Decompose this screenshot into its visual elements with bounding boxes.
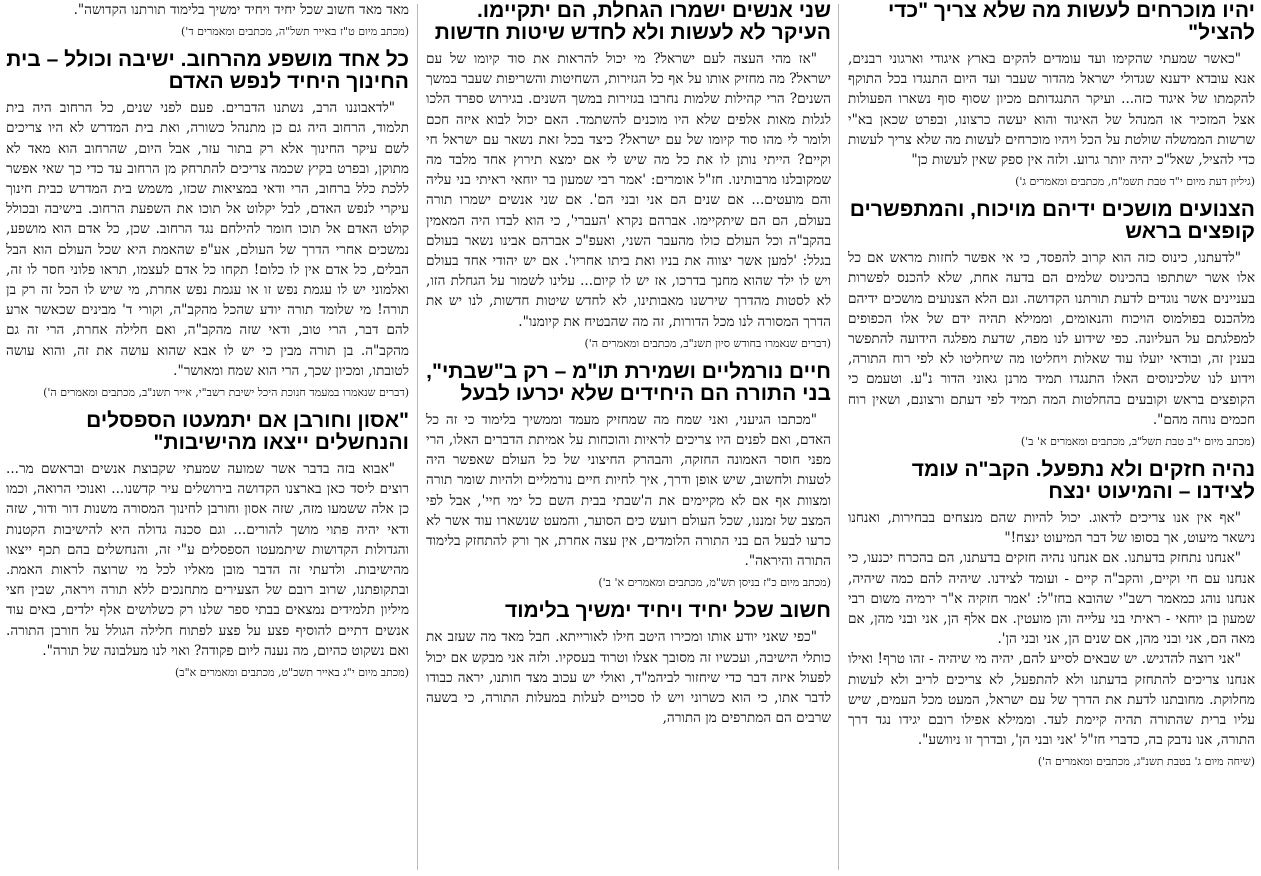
article-title: חיים נורמליים ושמירת תו"מ – רק ב"שבתי", בני התורה הם היחידים שלא יכרעו לבעל: [426, 359, 831, 405]
article: [848, 199, 1255, 449]
article-paragraph: "לדאבוננו הרב, נשתנו הדברים. פעם לפני שנים, כל הרחוב היה בית תלמוד, הרחוב היה גם כן מתנהל כשורה, ואת בית המדרש לא היו צריכים לשם עיקר החינוך אלא רק בתור עזר, אבל היום, שהרחוב הוא מאד לא מתוקן, ובפרט בקיץ שכמה צריכים להתרחק מן הרחוב עד כדי כך שאי אפשר ללכת כלל ברחוב, הרי ודאי במציאות שכזו, משמש בית המדרש כבית חינוך עיקרי לנפש האדם, לבל יקלוט אל תוכו את השפעת הרחוב. בישיבה ובכולל קולט האדם אל תוכו חומר להילחם נגד הרחוב. שכן, כל אדם הוא מושפע, נמשכים אחרי הדרך של העולם, אע"פ שהאמת היא שכל העולם הוא הבל הבלים, כל אדם אין לו כלום! תקחו כל אדם לעצמו, תראו פלוני חסר לו זה, ואלמוני יש לו עגמת נפש זו או עגמת נפש אחרת, מי שיש לו הכל זה רק בן תורה! מי שלומד תורה יודע שהכל מהקב"ה, וקורי ד' מבינים שכאשר ארע להם דבר, הרי טוב, ודאי שזה מהקב"ה, ואם חלילה אחרת, הרי זה גם מהקב"ה. בן תורה מבין כי יש לו אבא שהוא עושה את זה, והוא עושה לטובתו, ומכיון שכך, הרי הוא שמח ומאושר".: [6, 100, 409, 379]
article-paragraph: "מכתבו הגיעני, ואני שמח מה שמחזיק מעמד וממשיך בלימוד כי זה כל האדם, ואם לפנים היו צריכים לראיות והוכחות על אמיתת הדברים האלו, הרי מפני חוסר האמונה החזקה, והבהרק החיצוני של כל העולם שאפשר היה לטעות ולחשוב, שיש אופן ודרך, איך לחיות חיים נורמליים ולהיות שומר תורה ומצוות אף אם לא מקיימים את ה'שבתי בבית השם כל ימי חיי', אבל לפי המצב של זמננו, שכל העולם רועש כים הסוער, והמעט שנשארו עוד אשר לא כרעו לבעל הם בני התורה הלומדים, אין עצה אחרת, אך ורק להתחזק בלימוד התורה והיראה".: [426, 411, 831, 570]
article-source: (שיחה מיום ג' בטבת תשנ"ג, מכתבים ומאמרים ה'): [1037, 755, 1255, 769]
article-paragraph: "כאשר שמעתי שהקימו ועד עומדים להקים בארץ איגודי וארגוני רבנים, אנא עובדא ידענא שגדולי ישראל מהדור שעבר ועד היום התנגדו בכל התוקף להקמתו של איגוד כזה... ועיקר התנגדותם מכיון שסוף סוף נשארו הפעולות אצל המזכיר או המנהל של האיגוד והוא יעשה כרצונו, ובפרט שכאן בא"י שרשות הממשלה שולטת על הכל ויהיו מוכרחים לעשות מה שלא צריך לעשות כדי להציל, שאל"כ יהיה יותר גרוע. ולזה אין ספק שאין לעשות כן": [848, 51, 1255, 169]
article-paragraph: "לדעתנו, כינוס כזה הוא קרוב להפסד, כי אי אפשר לחזות מראש אם כל אלו אשר ישתתפו בהכינוס שלמים הם בדעה אחת, שלא להכנס לפשרות בעניינים אשר נוגדים לדעת תורתנו הקדושה. וגם הלא הצנועים מושכים ידיהם מלהכנס בפולמוס הויכוח והנאומים, וממילא תהיה ידם של אלו הכפופים למפלגתם על העליונה. כפי שידוע לנו מפה, שדעת מפלגה הידועה להתפשר בענין זה, ובודאי יועלו עוד שאלות ויחליטו מה שיחליטו לא לפי רוח התורה, וידוע לנו שלכינוסים האלו התנגדו תמיד מרנן גאוני הדור נ"ע. וטעמם כי הקופצים בראש וקובעים בהחלטות המה תמיד לפי דעתם ורצונם, ושאין רוח חכמים נוחה מהם".: [848, 250, 1255, 428]
article-title: יהיו מוכרחים לעשות מה שלא צריך "כדי להציל": [887, 0, 1255, 44]
column-divider: [838, 4, 839, 870]
column-middle: [426, 0, 831, 876]
article-title: כל אחד מושפע מהרחוב. ישיבה וכולל – בית החינוך היחיד לנפש האדם: [6, 48, 409, 94]
article: [848, 459, 1255, 769]
article-title: חשוב שכל יחיד ויחיד ימשיך בלימוד: [504, 599, 831, 623]
article-source: (מכתב מיום ט"ז באייר תשל"ה, מכתבים ומאמרים ד'): [181, 25, 409, 39]
article: [426, 0, 831, 351]
article: [6, 49, 409, 400]
article-continuation: [6, 0, 409, 39]
article-source: (מכתב מיום כ"ז בניסן תש"מ, מכתבים ומאמרים א' ב'): [598, 576, 831, 590]
article-title: "אסון וחורבן אם יתמעטו הספסלים והנחשלים ייצאו מהישיבות": [86, 409, 409, 455]
article-title: שני אנשים ישמרו הגחלת, הם יתקיימו. העיקר לא לעשות ולא לחדש שיטות חדשות: [434, 0, 831, 44]
article-source: (דברים שנאמרו במעמד חנוכת היכל ישיבת רשב"י, אייר תשנ"ב, מכתבים ומאמרים ה'): [43, 386, 409, 400]
article: [6, 410, 409, 680]
column-right: [848, 0, 1255, 876]
article-source: (מכתב מיום י"ג באייר תשכ"ט, מכתבים ומאמרים א"ב): [175, 666, 409, 680]
article-paragraph: "אבוא בזה בדבר אשר שמועה שמעתי שקבוצת אנשים ובראשם מר... רוצים ליסד כאן בארצנו הקדושה בירושלים עיר קדשנו... ואנוכי הרואה, וכמו כן אלה ששמעו מזה, שזה אסון וחורבן לחינוך המסורה משנות דור ודור, שזה ודאי יהיה פתוי מושך להורים... וגם סכנה גדולה היא להישיבות הקטנות והגדולות הקדושות שיתמעטו הספסלים ע"י זה, והנחשלים בהם תכף ייצאו מהישיבות. ולדעתי זה הדבר מובן מאליו לכל מי שרוצה לראות האמת. ובתקופתנו, שרוב רובם של הצעירים מתחנכים ללא תורה ויראה, שבין חצי מיליון תלמידים נמצאים בבתי ספר שלנו רק כשלושים אלף ילדים, באים עוד אנשים דתיים להוסיף פצע על פצע לפתוח חלילה הגולל על חורבן התורה. ואם נשקוט כהיום, מה נענה ליום פקודה? ואוי לנו מעלבונה של תורה".: [6, 461, 409, 659]
article: [426, 361, 831, 591]
article-paragraph: מאד מאד חשוב שכל יחיד ויחיד ימשיך בלימוד תורתנו הקדושה".: [73, 2, 409, 18]
column-left: [6, 0, 409, 876]
article: [426, 600, 831, 728]
article-paragraph: "אנחנו נתחזק בדעתנו. אם אנחנו נהיה חזקים בדעתנו, הם בהכרח יכנעו, כי אנחנו עם חי וקיים, והקב"ה קיים - ועומד לצידנו. שיהיה להם כמה שיהיה, אנחנו נוהג כמאמר רשב"י שהובא בחז"ל: 'אמר חזקיה א"ר ירמיה משום רבי שמעון בן יוחאי - ראיתי בני עלייה והן מועטין. אם אלף הן, אני ובני מהן, אם מאה הם, אני ובני מהן, אם שנים הן, אני ובני הן'.: [848, 550, 1255, 648]
article-paragraph: "אז מהי העצה לעם ישראל? מי יכול להראות את סוד קיומו של עם ישראל? מה מחזיק אותו על אף כל הגזירות, השחיטות והשריפות שעבר במשך השנים? הרי קהילות שלמות נחרבו בגזירות במשך השנים. בגירוש ספרד הלכו לגלות מאות אלפים שלא היו מוכנים להשתמד. האם יכול לבוא איזה חכם ולומר לי מהו סוד קיומו של עם ישראל? כיצד בכל זאת נשאר עם ישראל חי וקיים? הייתי נותן לו את כל מה שיש לי אם ימצא תירוץ אחד מלבד מה שמקובלנו מרבותינו. חז"ל אומרים: 'אמר רבי שמעון בר יוחאי ראיתי בני עליה והם מועטים... אם שנים הם אני ובני הם'. אם שני אנשים ישמרו תורה בעולם, הם הם שיתקיימו. אברהם נקרא 'העברי', כי הוא לבדו היה המאמין בהקב"ה וכל העולם כולו מהעבר השני, ואעפ"כ אברהם אבינו נשאר בעולם בגלל: 'למען אשר יצווה את בניו ואת ביתו אחריו'. אם יש יהודי אחד בעולם ויש לו ילד שהוא מחנך בדרכו, אז יש לו קיום... עלינו לשמור על הגחלת הזו, לא לסטות מהדרך שירשנו מאבותינו, לא לחדש שיטות חדשות, לנו יש את הדרך המסורה לנו מכל הדורות, זה מה שהבטיח את קיומנו".: [426, 51, 831, 330]
column-divider: [417, 4, 418, 870]
article-title: נהיה חזקים ולא נתפעל. הקב"ה עומד לצידנו – והמיעוט ינצח: [911, 458, 1255, 504]
article-source: (מכתב מיום י"ב טבת תשל"ב, מכתבים ומאמרים א' ב'): [1020, 435, 1255, 449]
article-title: הצנועים מושכים ידיהם מויכוח, והמתפשרים קופצים בראש: [849, 198, 1255, 244]
article: [848, 0, 1255, 189]
article-paragraph: "אני רוצה להדגיש. יש שבאים לסייע להם, יהיה מי שיהיה - זהו טרף! ואילו אנחנו צריכים להתחזק בדעתנו ולא להתפעל, לא צריכים לריב ולא לעשות מחלוקת. מחובתנו לדעת את הדרך של עם ישראל, המעט מכל העמים, שיש עליו ברית שהתורה תהיה קיימת לעד. וממילא אפילו רובם יגידו נגד דרך התורה, אנו נדבק בה, כדברי חז"ל 'אני ובני הן', ובדרך זו ניוושע".: [848, 651, 1255, 749]
article-source: (גיליון דעת מיום י"ד טבת תשמ"ח, מכתבים ומאמרים ג'): [1015, 175, 1255, 189]
article-paragraph: "כפי שאני יודע אותו ומכירו היטב חילו לאורייתא. חבל מאד מה שעזב את כותלי הישיבה, ועכשיו זה מסובך אצלו וטרוד בעסקיו. ולזה אני מבקש אם יכול לפעול איזה דבר כדי שיחזור לביהמ"ד, ואולי יש עכוב מצד חותנו, יראה כבודו לדבר אתו, כי הוא כשרוני ויש לו סכויים לעלות במעלות התורה, כי בשעה שרבים הם המתרפים מן התורה,: [426, 629, 831, 727]
article-paragraph: "אף אין אנו צריכים לדאוג. יכול להיות שהם מנצחים בבחירות, ואנחנו נישאר מיעוט, אך בסופו של דבר המיעוט ינצח!": [848, 510, 1255, 547]
article-source: (דברים שנאמרו בחודש סיון תשנ"ב, מכתבים ומאמרים ה'): [584, 336, 831, 350]
